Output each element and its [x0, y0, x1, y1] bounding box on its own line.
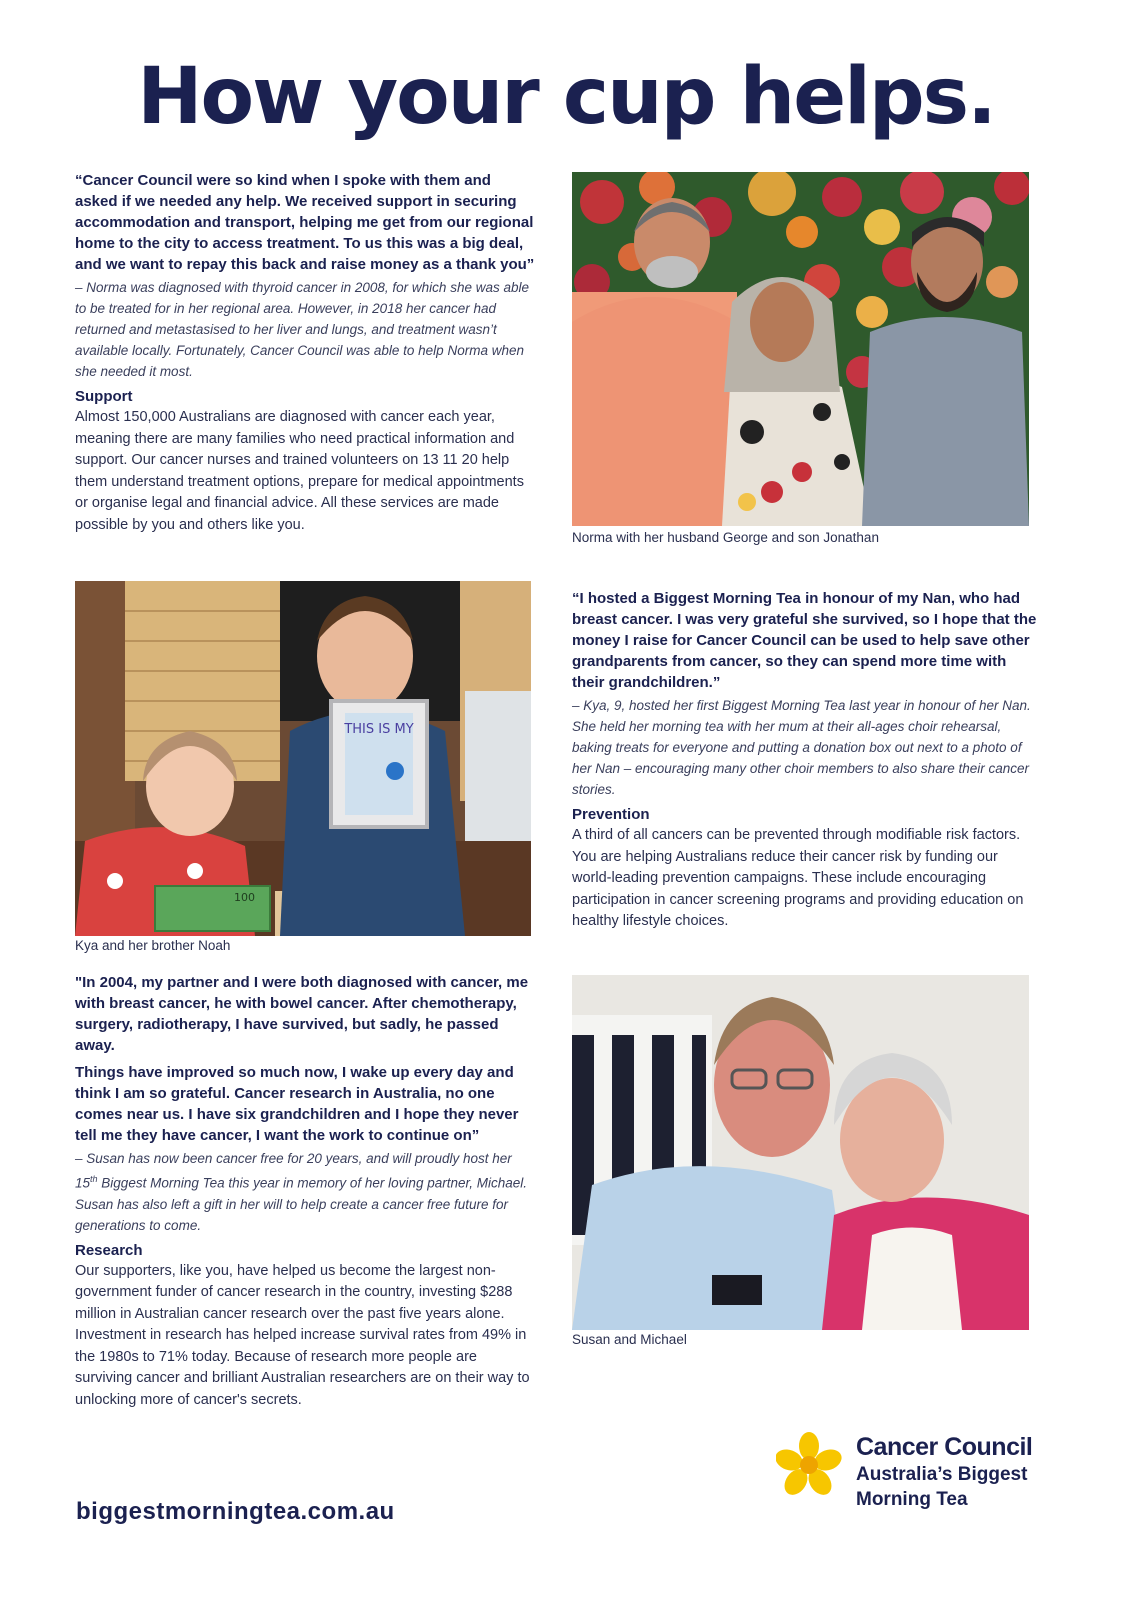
- norma-photo-caption: Norma with her husband George and son Jonathan: [572, 530, 879, 545]
- logo-line-3: Morning Tea: [856, 1489, 968, 1510]
- kya-noah-photo-art: [75, 581, 531, 936]
- daffodil-icon: [776, 1432, 842, 1498]
- norma-quote: “Cancer Council were so kind when I spoke with them and asked if we needed any help. We received support in securing accommodation and transport, helping me get from our regional home to the city to access treatment. To us this was a big deal, and we want to repay this back and raise money as a thank you”: [75, 172, 535, 273]
- susan-attribution-end: Biggest Morning Tea this year in memory of her loving partner, Michael. Susan has also left a gift in her will to help create a cancer free future for generations to come.: [75, 1175, 528, 1233]
- norma-family-photo-art: [572, 172, 1029, 526]
- research-section: [75, 972, 537, 1411]
- cancer-council-logo: [786, 1432, 1046, 1542]
- support-body: Almost 150,000 Australians are diagnosed with cancer each year, meaning there are many families who need practical information and support. Our cancer nurses and trained volunteers on 13 11 20 help them understand treatment options, prepare for medical appointments or organise legal and financial advice. All these services are made possible by you and others like you.: [75, 409, 524, 533]
- norma-family-photo: [572, 172, 1029, 526]
- support-heading: Support: [75, 388, 133, 405]
- prevention-heading: Prevention: [572, 806, 650, 823]
- susan-quote-1: "In 2004, my partner and I were both diagnosed with cancer, me with breast cancer, he with bowel cancer. After chemotherapy, surgery, radiotherapy, I have survived, but sadly, he passed away.: [75, 974, 529, 1054]
- logo-line-2: Australia’s Biggest: [856, 1464, 1028, 1485]
- susan-quote-2: Things have improved so much now, I wake up every day and think I am so grateful. Cancer research in Australia, no one comes near us. I have six grandchildren and I hope they never tell me they have cancer, I want the work to continue on”: [75, 1064, 519, 1144]
- susan-attribution-start: – Susan has now been cancer free for 20 years, and will proudly host her 15: [75, 1151, 512, 1191]
- banknote-value: 100: [234, 891, 255, 904]
- norma-attribution: – Norma was diagnosed with thyroid cancer in 2008, for which she was able to be treated for in her regional area. However, in 2018 her cancer had returned and metastasised to her liver and lungs, and treatment wasn’t available locally. Fortunately, Cancer Council was able to help Norma when she needed it most.: [75, 280, 529, 379]
- susan-photo-caption: Susan and Michael: [572, 1332, 687, 1347]
- logo-wordmark: [856, 1432, 1032, 1512]
- support-section: [75, 170, 537, 536]
- research-body: Our supporters, like you, have helped us become the largest non-government funder of cancer research in the country, investing $288 million in Australian cancer research over the past five years alone. Investment in research has helped increase survival rates from 49% in the 1980s to 71% today. Because of research more people are surviving cancer and brilliant Australian researchers are on their way to unlocking more of cancer's secrets.: [75, 1262, 530, 1408]
- prevention-body: A third of all cancers can be prevented through modifiable risk factors. You are helping Australians reduce their cancer risk by funding our world-leading prevention campaigns. These include encouraging participation in cancer screening programs and providing education on healthy lifestyle choices.: [572, 827, 1024, 929]
- kya-attribution: – Kya, 9, hosted her first Biggest Morning Tea last year in honour of her Nan. She held her morning tea with her mum at their all-ages choir rehearsal, baking treats for everyone and putting a donation box out next to a photo of her Nan – encouraging many other choir members to also share their cancer stories.: [572, 698, 1031, 797]
- susan-attribution: [75, 1148, 537, 1236]
- frame-handwriting: THIS IS MY: [344, 722, 414, 737]
- susan-attribution-superscript: th: [90, 1174, 98, 1184]
- kya-photo-caption: Kya and her brother Noah: [75, 938, 231, 953]
- kya-quote: “I hosted a Biggest Morning Tea in honour of my Nan, who had breast cancer. I was very grateful she survived, so I hope that the money I raise for Cancer Council can be used to help save other grandparents from cancer, so they can spend more time with their grandchildren.”: [572, 590, 1037, 691]
- research-heading: Research: [75, 1241, 143, 1259]
- website-link[interactable]: biggestmorningtea.com.au: [76, 1498, 395, 1525]
- susan-michael-photo: [572, 975, 1029, 1330]
- page-title: How your cup helps.: [137, 52, 995, 142]
- susan-michael-photo-art: [572, 975, 1029, 1330]
- kya-noah-photo: [75, 581, 531, 936]
- logo-line-1: Cancer Council: [856, 1433, 1033, 1461]
- prevention-section: [572, 588, 1037, 933]
